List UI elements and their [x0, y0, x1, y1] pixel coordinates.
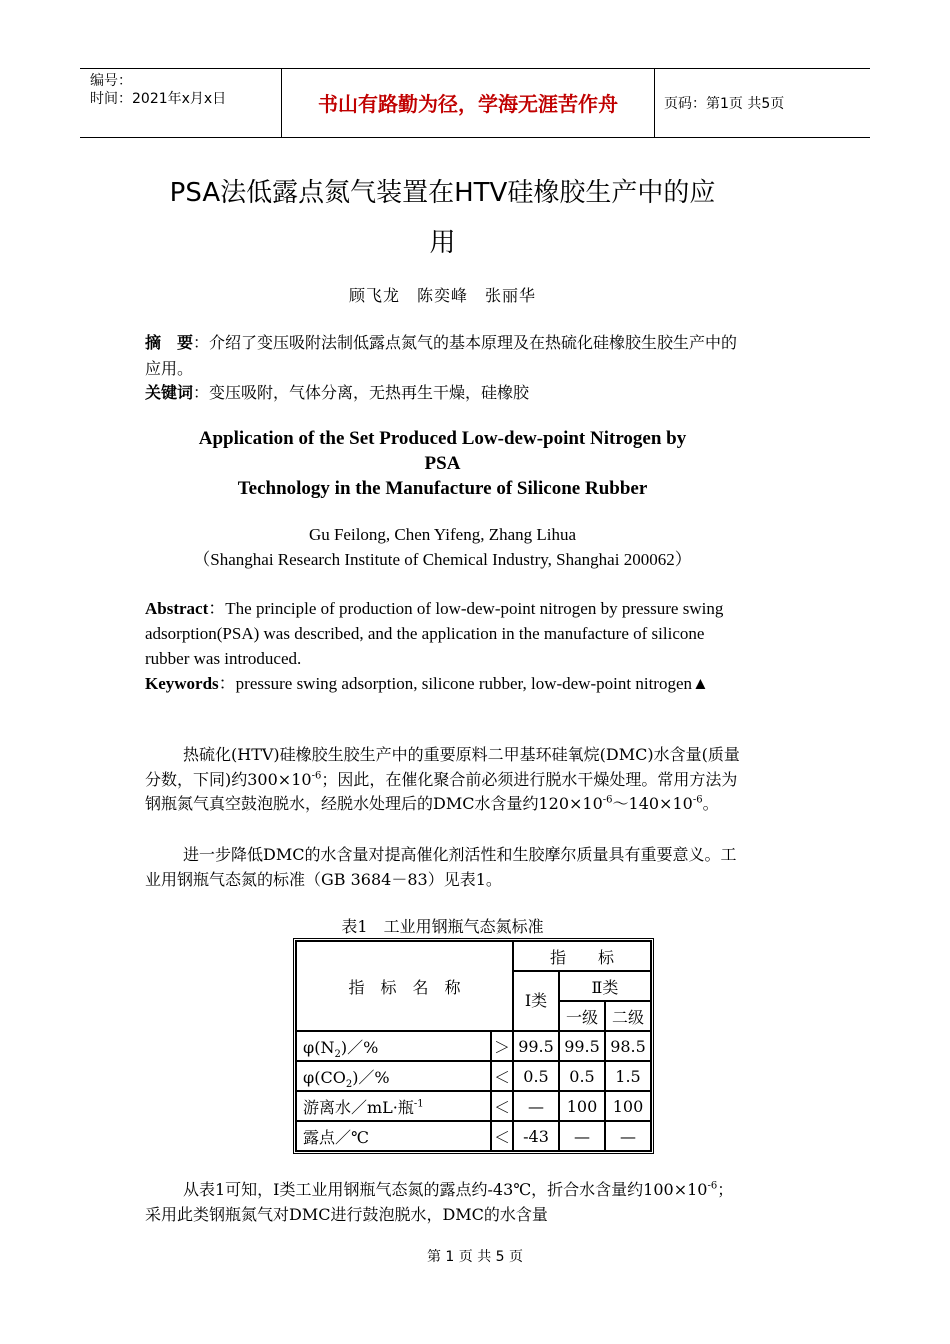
english-title-line-2: PSA: [424, 453, 461, 474]
p1-text-a: 热硫化(HTV)硅橡胶生胶生产中的重要原料二甲基环硅氧烷(DMC)水含量(质量分数，下同)约300×10: [145, 745, 740, 789]
table-row-name: $\varphi(N_2)/\%$: [296, 1031, 491, 1061]
abstract-cn-label: 摘 要: [145, 333, 194, 352]
keywords-en-text: ：pressure swing adsorption, silicone rubber, low-dew-point nitrogen▲: [218, 674, 709, 693]
header-motto: 书山有路勤为径，学海无涯苦作舟: [281, 69, 655, 137]
table-class-1-header: Ⅰ类: [513, 971, 559, 1031]
keywords-cn-label: 关键词: [145, 383, 194, 402]
abstract-en-text: ：The principle of production of low-dew-point nitrogen by pressure swing adsorption(PSA) was described, and the application in the manufacture of silicone rubber was introduced.: [145, 599, 724, 668]
p3-text-a: 从表1可知，Ⅰ类工业用钢瓶气态氮的露点约-43℃，折合水含量约100×10: [183, 1180, 708, 1199]
page-footer: 第 1 页 共 5 页: [426, 1249, 524, 1265]
table-cell: —: [605, 1121, 651, 1151]
english-affiliation: （Shanghai Research Institute of Chemical Industry, Shanghai 200062）: [193, 550, 692, 569]
english-authors-block: [145, 522, 740, 572]
table-row-comparator: ＞: [491, 1031, 513, 1061]
table-row: [296, 1061, 651, 1091]
table-cell: 99.5: [559, 1031, 605, 1061]
abstract-cn: [145, 330, 745, 382]
title-line-1: PSA法低露点氮气装置在HTV硅橡胶生产中的应: [169, 178, 716, 208]
table-row: [296, 1091, 651, 1121]
body-paragraph-1: [145, 743, 745, 817]
table-cell: 100: [559, 1091, 605, 1121]
p1-sup-1: -6: [311, 770, 322, 782]
page-header: [80, 68, 870, 138]
title-line-2: 用: [429, 228, 456, 258]
body-paragraph-3: [145, 1178, 745, 1227]
table-index-header: 指 标: [513, 941, 651, 971]
keywords-cn: [145, 380, 745, 406]
english-authors: Gu Feilong, Chen Yifeng, Zhang Lihua: [308, 525, 577, 544]
table-grade-1-header: 一级: [559, 1001, 605, 1031]
table-class-2-header: Ⅱ类: [559, 971, 651, 1001]
table-cell: —: [513, 1091, 559, 1121]
p3-sup-1: -6: [707, 1180, 718, 1192]
table-row-name: 游离水／mL·瓶$^{-1}$: [296, 1091, 491, 1121]
table-cell: —: [559, 1121, 605, 1151]
table-row-comparator: ＜: [491, 1061, 513, 1091]
table-cell: 0.5: [513, 1061, 559, 1091]
p3-text-b: ；采用此类钢瓶氮气对DMC进行鼓泡脱水，DMC的水含量: [145, 1180, 734, 1224]
table-caption: 表1 工业用钢瓶气态氮标准: [341, 917, 544, 936]
header-page-label: 页码：第1页 共5页: [664, 96, 785, 112]
table-cell: 0.5: [559, 1061, 605, 1091]
table-name-header: 指 标 名 称: [296, 941, 513, 1031]
p1-text-d: 。: [702, 794, 719, 813]
keywords-cn-text: ：变压吸附，气体分离，无热再生干燥，硅橡胶: [193, 383, 530, 402]
p1-sup-2: -6: [602, 794, 613, 806]
p1-text-b: ；因此，在催化聚合前必须进行脱水干燥处理。常用方法为钢瓶氮气真空鼓泡脱水，经脱水处理后的DMC水含量约120×10: [145, 769, 738, 813]
table-cell: 100: [605, 1091, 651, 1121]
time-label: 时间：2021年x月x日: [90, 91, 227, 107]
table-cell: -43: [513, 1121, 559, 1151]
table-cell: 1.5: [605, 1061, 651, 1091]
english-title-line-3: Technology in the Manufacture of Silicone Rubber: [237, 478, 648, 499]
english-title-line-1: Application of the Set Produced Low-dew-point Nitrogen by: [198, 428, 687, 449]
keywords-en-label: Keywords: [145, 674, 219, 693]
header-meta: [80, 69, 280, 137]
abstract-en-block: [145, 596, 745, 696]
authors-cn: 顾飞龙 陈奕峰 张丽华: [348, 286, 536, 305]
p1-text-c: ～140×10: [612, 794, 693, 813]
paper-title: [145, 168, 740, 268]
body-paragraph-2: 进一步降低DMC的水含量对提高催化剂活性和生胶摩尔质量具有重要意义。工业用钢瓶气态氮的标准（GB 3684－83）见表1。: [145, 845, 737, 889]
table-cell: 98.5: [605, 1031, 651, 1061]
number-label: 编号：: [90, 73, 132, 89]
table-row-name: $\varphi(CO_2)/\%$: [296, 1061, 491, 1091]
abstract-en-label: Abstract: [145, 599, 209, 618]
table-row-comparator: ＜: [491, 1091, 513, 1121]
table-row: [296, 1121, 651, 1151]
keywords-en: [145, 671, 745, 696]
english-title: [145, 426, 740, 501]
p1-sup-3: -6: [692, 794, 703, 806]
table-grade-2-header: 二级: [605, 1001, 651, 1031]
table-cell: 99.5: [513, 1031, 559, 1061]
abstract-cn-text: ：介绍了变压吸附法制低露点氮气的基本原理及在热硫化硅橡胶生胶生产中的应用。: [145, 333, 738, 378]
table-row-name: 露点／℃: [296, 1121, 491, 1151]
abstract-en: [145, 596, 745, 671]
table-row-comparator: ＜: [491, 1121, 513, 1151]
nitrogen-standard-table: [293, 938, 654, 1154]
table-row: [296, 1031, 651, 1061]
